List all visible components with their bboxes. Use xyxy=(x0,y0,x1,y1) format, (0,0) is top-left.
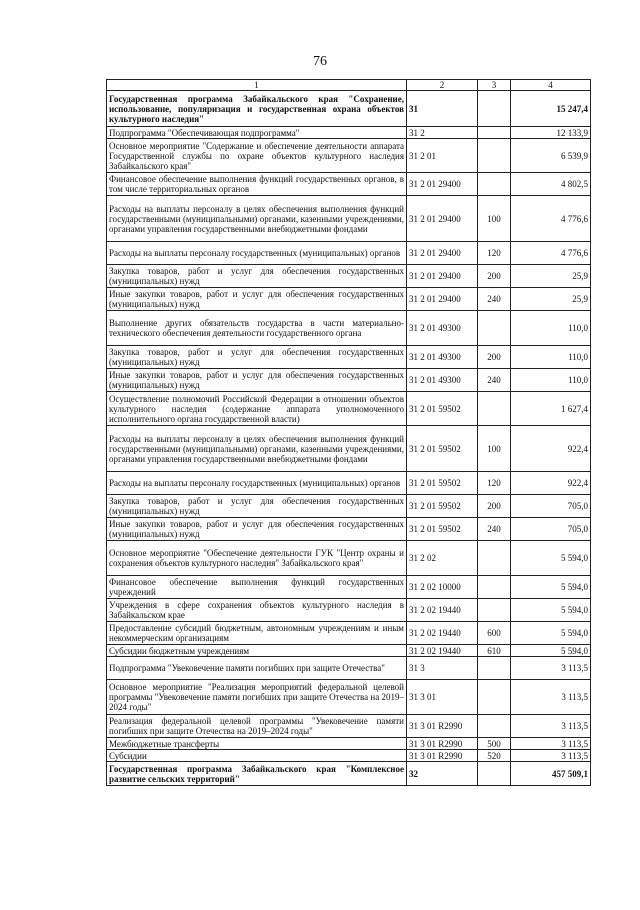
header-cell-code: 2 xyxy=(407,80,478,91)
table-row xyxy=(107,576,591,599)
row-type-cell: 240 xyxy=(478,369,511,392)
row-name-cell: Закупка товаров, работ и услуг для обеспечения государственных (муниципальных) нужд xyxy=(107,265,407,288)
table-row xyxy=(107,346,591,369)
row-type-cell xyxy=(478,657,511,680)
row-name-cell: Расходы на выплаты персоналу в целях обеспечения выполнения функций государственными (муниципальными) органами, казенными учреждениями, органами управления государственными внебюджетными фондами xyxy=(107,196,407,242)
row-amount-cell: 3 113,5 xyxy=(511,657,591,680)
table-row xyxy=(107,311,591,346)
row-type-cell: 610 xyxy=(478,645,511,657)
row-amount-cell: 110,0 xyxy=(511,346,591,369)
row-code-cell: 31 2 02 19440 xyxy=(407,622,478,645)
row-amount-cell: 15 247,4 xyxy=(511,91,591,127)
table-row xyxy=(107,127,591,139)
page-number: 76 xyxy=(313,54,327,69)
row-type-cell: 120 xyxy=(478,242,511,265)
row-type-cell xyxy=(478,599,511,622)
table-row xyxy=(107,541,591,576)
row-code-cell: 31 3 01 xyxy=(407,680,478,715)
row-name-cell: Осуществление полномочий Российской Федерации в отношении объектов культурного наследия (содержание аппарата уполномоченного исполнительного органа государственной власти) xyxy=(107,392,407,426)
row-code-cell: 31 2 01 49300 xyxy=(407,311,478,346)
row-amount-cell: 4 776,6 xyxy=(511,196,591,242)
row-amount-cell: 4 776,6 xyxy=(511,242,591,265)
table-row xyxy=(107,173,591,196)
table-header-row xyxy=(107,80,591,91)
row-type-cell: 240 xyxy=(478,288,511,311)
row-name-cell: Расходы на выплаты персоналу государственных (муниципальных) органов xyxy=(107,472,407,495)
table-row xyxy=(107,196,591,242)
row-code-cell: 31 2 01 29400 xyxy=(407,242,478,265)
table-row xyxy=(107,472,591,495)
row-type-cell xyxy=(478,311,511,346)
row-name-cell: Иные закупки товаров, работ и услуг для обеспечения государственных (муниципальных) нужд xyxy=(107,288,407,311)
row-name-cell: Подпрограмма "Обеспечивающая подпрограмма" xyxy=(107,127,407,139)
row-amount-cell: 922,4 xyxy=(511,472,591,495)
row-name-cell: Финансовое обеспечение выполнения функций государственных органов, в том числе территориальных органов xyxy=(107,173,407,196)
table-row xyxy=(107,139,591,173)
row-name-cell: Подпрограмма "Увековечение памяти погибших при защите Отечества" xyxy=(107,657,407,680)
row-code-cell: 31 2 01 59502 xyxy=(407,495,478,518)
row-name-cell: Финансовое обеспечение выполнения функций государственных учреждений xyxy=(107,576,407,599)
row-amount-cell: 3 113,5 xyxy=(511,750,591,762)
row-code-cell: 32 xyxy=(407,762,478,786)
row-name-cell: Выполнение других обязательств государства в части материально-технического обеспечения деятельности государственного органа xyxy=(107,311,407,346)
row-name-cell: Основное мероприятие "Обеспечение деятельности ГУК "Центр охраны и сохранения объектов культурного наследия" Забайкальского края" xyxy=(107,541,407,576)
table-row xyxy=(107,495,591,518)
header-cell-name: 1 xyxy=(107,80,407,91)
row-type-cell: 120 xyxy=(478,472,511,495)
row-type-cell: 200 xyxy=(478,265,511,288)
row-code-cell: 31 2 01 59502 xyxy=(407,518,478,541)
row-code-cell: 31 2 01 29400 xyxy=(407,173,478,196)
row-type-cell xyxy=(478,576,511,599)
row-name-cell: Реализация федеральной целевой программы "Увековечение памяти погибших при защите Отечества на 2019–2024 годы" xyxy=(107,715,407,738)
table-row xyxy=(107,288,591,311)
row-name-cell: Иные закупки товаров, работ и услуг для обеспечения государственных (муниципальных) нужд xyxy=(107,369,407,392)
row-type-cell xyxy=(478,127,511,139)
row-type-cell xyxy=(478,715,511,738)
row-amount-cell: 3 113,5 xyxy=(511,680,591,715)
table-row xyxy=(107,738,591,750)
row-amount-cell: 922,4 xyxy=(511,426,591,472)
table-row xyxy=(107,645,591,657)
row-code-cell: 31 3 01 R2990 xyxy=(407,750,478,762)
row-type-cell: 100 xyxy=(478,196,511,242)
row-type-cell xyxy=(478,541,511,576)
row-type-cell xyxy=(478,173,511,196)
row-code-cell: 31 2 02 10000 xyxy=(407,576,478,599)
row-type-cell: 600 xyxy=(478,622,511,645)
row-name-cell: Основное мероприятие "Содержание и обеспечение деятельности аппарата Государственной службы по охране объектов культурного наследия Забайкальского края" xyxy=(107,139,407,173)
row-type-cell xyxy=(478,762,511,786)
row-amount-cell: 705,0 xyxy=(511,518,591,541)
header-cell-amount: 4 xyxy=(511,80,591,91)
row-amount-cell: 3 113,5 xyxy=(511,715,591,738)
row-type-cell: 200 xyxy=(478,495,511,518)
row-code-cell: 31 2 02 xyxy=(407,541,478,576)
row-amount-cell: 5 594,0 xyxy=(511,645,591,657)
row-amount-cell: 1 627,4 xyxy=(511,392,591,426)
row-code-cell: 31 2 01 29400 xyxy=(407,288,478,311)
row-amount-cell: 110,0 xyxy=(511,311,591,346)
budget-table xyxy=(106,79,591,786)
table-row xyxy=(107,622,591,645)
row-name-cell: Иные закупки товаров, работ и услуг для обеспечения государственных (муниципальных) нужд xyxy=(107,518,407,541)
table-row xyxy=(107,657,591,680)
row-type-cell xyxy=(478,392,511,426)
row-amount-cell: 25,9 xyxy=(511,265,591,288)
table-row xyxy=(107,518,591,541)
row-type-cell: 100 xyxy=(478,426,511,472)
table-row xyxy=(107,91,591,127)
table-row xyxy=(107,242,591,265)
row-name-cell: Государственная программа Забайкальского края "Комплексное развитие сельских территорий" xyxy=(107,762,407,786)
row-type-cell xyxy=(478,139,511,173)
row-amount-cell: 5 594,0 xyxy=(511,576,591,599)
row-name-cell: Межбюджетные трансферты xyxy=(107,738,407,750)
row-code-cell: 31 2 01 59502 xyxy=(407,472,478,495)
header-cell-type: 3 xyxy=(478,80,511,91)
row-name-cell: Закупка товаров, работ и услуг для обеспечения государственных (муниципальных) нужд xyxy=(107,495,407,518)
row-name-cell: Государственная программа Забайкальского края "Сохранение, использование, популяризация и государственная охрана объектов культурного наследия" xyxy=(107,91,407,127)
row-type-cell: 200 xyxy=(478,346,511,369)
table-row xyxy=(107,599,591,622)
row-name-cell: Субсидии xyxy=(107,750,407,762)
table-row xyxy=(107,265,591,288)
row-code-cell: 31 2 01 49300 xyxy=(407,346,478,369)
row-amount-cell: 4 802,5 xyxy=(511,173,591,196)
row-code-cell: 31 2 01 29400 xyxy=(407,196,478,242)
row-amount-cell: 6 539,9 xyxy=(511,139,591,173)
row-code-cell: 31 2 01 49300 xyxy=(407,369,478,392)
row-type-cell: 240 xyxy=(478,518,511,541)
row-amount-cell: 12 133,9 xyxy=(511,127,591,139)
row-code-cell: 31 xyxy=(407,91,478,127)
row-type-cell: 520 xyxy=(478,750,511,762)
table-row xyxy=(107,392,591,426)
row-code-cell: 31 2 01 59502 xyxy=(407,392,478,426)
row-code-cell: 31 2 01 59502 xyxy=(407,426,478,472)
row-amount-cell: 5 594,0 xyxy=(511,599,591,622)
row-code-cell: 31 3 01 R2990 xyxy=(407,715,478,738)
row-amount-cell: 457 509,1 xyxy=(511,762,591,786)
row-name-cell: Предоставление субсидий бюджетным, автономным учреждениям и иным некоммерческим организациям xyxy=(107,622,407,645)
table-row xyxy=(107,762,591,786)
row-code-cell: 31 2 02 19440 xyxy=(407,645,478,657)
row-code-cell: 31 3 01 R2990 xyxy=(407,738,478,750)
row-name-cell: Расходы на выплаты персоналу в целях обеспечения выполнения функций государственными (муниципальными) органами, казенными учреждениями, органами управления государственными внебюджетными фондами xyxy=(107,426,407,472)
table-row xyxy=(107,715,591,738)
row-name-cell: Расходы на выплаты персоналу государственных (муниципальных) органов xyxy=(107,242,407,265)
row-name-cell: Учреждения в сфере сохранения объектов культурного наследия в Забайкальском крае xyxy=(107,599,407,622)
row-type-cell xyxy=(478,91,511,127)
row-type-cell xyxy=(478,680,511,715)
row-amount-cell: 705,0 xyxy=(511,495,591,518)
table-row xyxy=(107,680,591,715)
row-code-cell: 31 2 xyxy=(407,127,478,139)
row-name-cell: Закупка товаров, работ и услуг для обеспечения государственных (муниципальных) нужд xyxy=(107,346,407,369)
row-amount-cell: 5 594,0 xyxy=(511,622,591,645)
row-name-cell: Основное мероприятие "Реализация мероприятий федеральной целевой программы "Увековечение памяти погибших при защите Отечества на 2019–2024 годы" xyxy=(107,680,407,715)
row-code-cell: 31 2 02 19440 xyxy=(407,599,478,622)
row-type-cell: 500 xyxy=(478,738,511,750)
row-amount-cell: 110,0 xyxy=(511,369,591,392)
table-row xyxy=(107,369,591,392)
row-code-cell: 31 2 01 29400 xyxy=(407,265,478,288)
table-row xyxy=(107,426,591,472)
row-amount-cell: 25,9 xyxy=(511,288,591,311)
row-amount-cell: 5 594,0 xyxy=(511,541,591,576)
table-row xyxy=(107,750,591,762)
row-code-cell: 31 3 xyxy=(407,657,478,680)
row-name-cell: Субсидии бюджетным учреждениям xyxy=(107,645,407,657)
row-amount-cell: 3 113,5 xyxy=(511,738,591,750)
row-code-cell: 31 2 01 xyxy=(407,139,478,173)
